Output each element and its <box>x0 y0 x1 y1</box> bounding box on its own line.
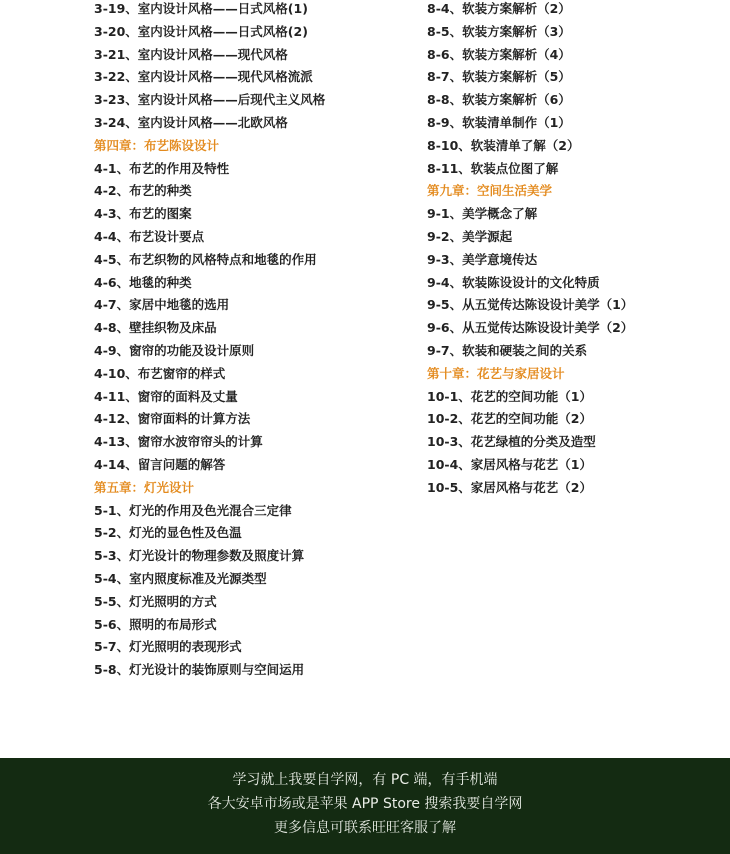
lesson-item: 5-4、室内照度标准及光源类型 <box>94 570 267 586</box>
chapter-heading: 第四章：布艺陈设设计 <box>94 137 220 153</box>
lesson-item: 9-5、从五觉传达陈设设计美学（1） <box>427 297 634 313</box>
toc-left-column <box>94 0 414 682</box>
lesson-item: 5-2、灯光的显色性及色温 <box>94 525 242 541</box>
lesson-item: 8-11、软装点位图了解 <box>427 160 559 176</box>
lesson-item: 10-3、花艺绿植的分类及造型 <box>427 434 596 450</box>
lesson-item: 3-23、室内设计风格——后现代主义风格 <box>94 92 326 108</box>
lesson-item: 5-6、照明的布局形式 <box>94 616 217 632</box>
lesson-item: 9-2、美学源起 <box>427 228 513 244</box>
lesson-item: 4-5、布艺织物的风格特点和地毯的作用 <box>94 251 317 267</box>
lesson-item: 4-14、留言问题的解答 <box>94 456 226 472</box>
lesson-item: 4-12、窗帘面料的计算方法 <box>94 411 251 427</box>
lesson-item: 9-3、美学意境传达 <box>427 251 538 267</box>
lesson-item: 10-1、花艺的空间功能（1） <box>427 388 592 404</box>
chapter-heading: 第五章：灯光设计 <box>94 479 195 495</box>
footer-line-1: 学习就上我要自学网，有 PC 端，有手机端 <box>232 772 498 788</box>
lesson-item: 4-1、布艺的作用及特性 <box>94 160 230 176</box>
lesson-item: 9-7、软装和硬装之间的关系 <box>427 342 588 358</box>
lesson-item: 5-3、灯光设计的物理参数及照度计算 <box>94 548 305 564</box>
lesson-item: 3-24、室内设计风格——北欧风格 <box>94 114 288 130</box>
footer-line-3: 更多信息可联系旺旺客服了解 <box>274 820 456 836</box>
chapter-heading: 第九章：空间生活美学 <box>427 183 553 199</box>
lesson-item: 9-1、美学概念了解 <box>427 206 538 222</box>
lesson-item: 4-11、窗帘的面料及丈量 <box>94 388 238 404</box>
lesson-item: 5-8、灯光设计的装饰原则与空间运用 <box>94 662 305 678</box>
lesson-item: 5-5、灯光照明的方式 <box>94 593 217 609</box>
lesson-item: 10-4、家居风格与花艺（1） <box>427 456 592 472</box>
lesson-item: 8-7、软装方案解析（5） <box>427 69 571 85</box>
lesson-item: 5-1、灯光的作用及色光混合三定律 <box>94 502 292 518</box>
footer-banner <box>0 758 730 854</box>
lesson-item: 4-6、地毯的种类 <box>94 274 192 290</box>
lesson-item: 8-10、软装清单了解（2） <box>427 137 580 153</box>
lesson-item: 9-4、软装陈设设计的文化特质 <box>427 274 600 290</box>
lesson-item: 3-22、室内设计风格——现代风格流派 <box>94 69 313 85</box>
lesson-item: 5-7、灯光照明的表现形式 <box>94 639 242 655</box>
lesson-item: 4-10、布艺窗帘的样式 <box>94 365 226 381</box>
chapter-heading: 第十章：花艺与家居设计 <box>427 365 565 381</box>
lesson-item: 4-2、布艺的种类 <box>94 183 192 199</box>
toc-right-column <box>427 0 717 500</box>
lesson-item: 8-8、软装方案解析（6） <box>427 92 571 108</box>
lesson-item: 4-9、窗帘的功能及设计原则 <box>94 342 255 358</box>
lesson-item: 8-9、软装清单制作（1） <box>427 114 571 130</box>
lesson-item: 10-2、花艺的空间功能（2） <box>427 411 592 427</box>
lesson-item: 4-3、布艺的图案 <box>94 206 192 222</box>
lesson-item: 8-5、软装方案解析（3） <box>427 23 571 39</box>
footer-line-2: 各大安卓市场或是苹果 APP Store 搜索我要自学网 <box>207 796 523 812</box>
lesson-item: 3-21、室内设计风格——现代风格 <box>94 46 288 62</box>
lesson-item: 4-4、布艺设计要点 <box>94 228 205 244</box>
lesson-item: 8-6、软装方案解析（4） <box>427 46 571 62</box>
lesson-item: 10-5、家居风格与花艺（2） <box>427 479 592 495</box>
lesson-item: 4-8、壁挂织物及床品 <box>94 320 217 336</box>
lesson-item: 8-4、软装方案解析（2） <box>427 1 571 16</box>
lesson-item: 3-19、室内设计风格——日式风格(1) <box>94 1 308 16</box>
lesson-item: 9-6、从五觉传达陈设设计美学（2） <box>427 320 634 336</box>
lesson-item: 3-20、室内设计风格——日式风格(2) <box>94 23 308 39</box>
lesson-item: 4-13、窗帘水波帘帘头的计算 <box>94 434 263 450</box>
lesson-item: 4-7、家居中地毯的选用 <box>94 297 230 313</box>
